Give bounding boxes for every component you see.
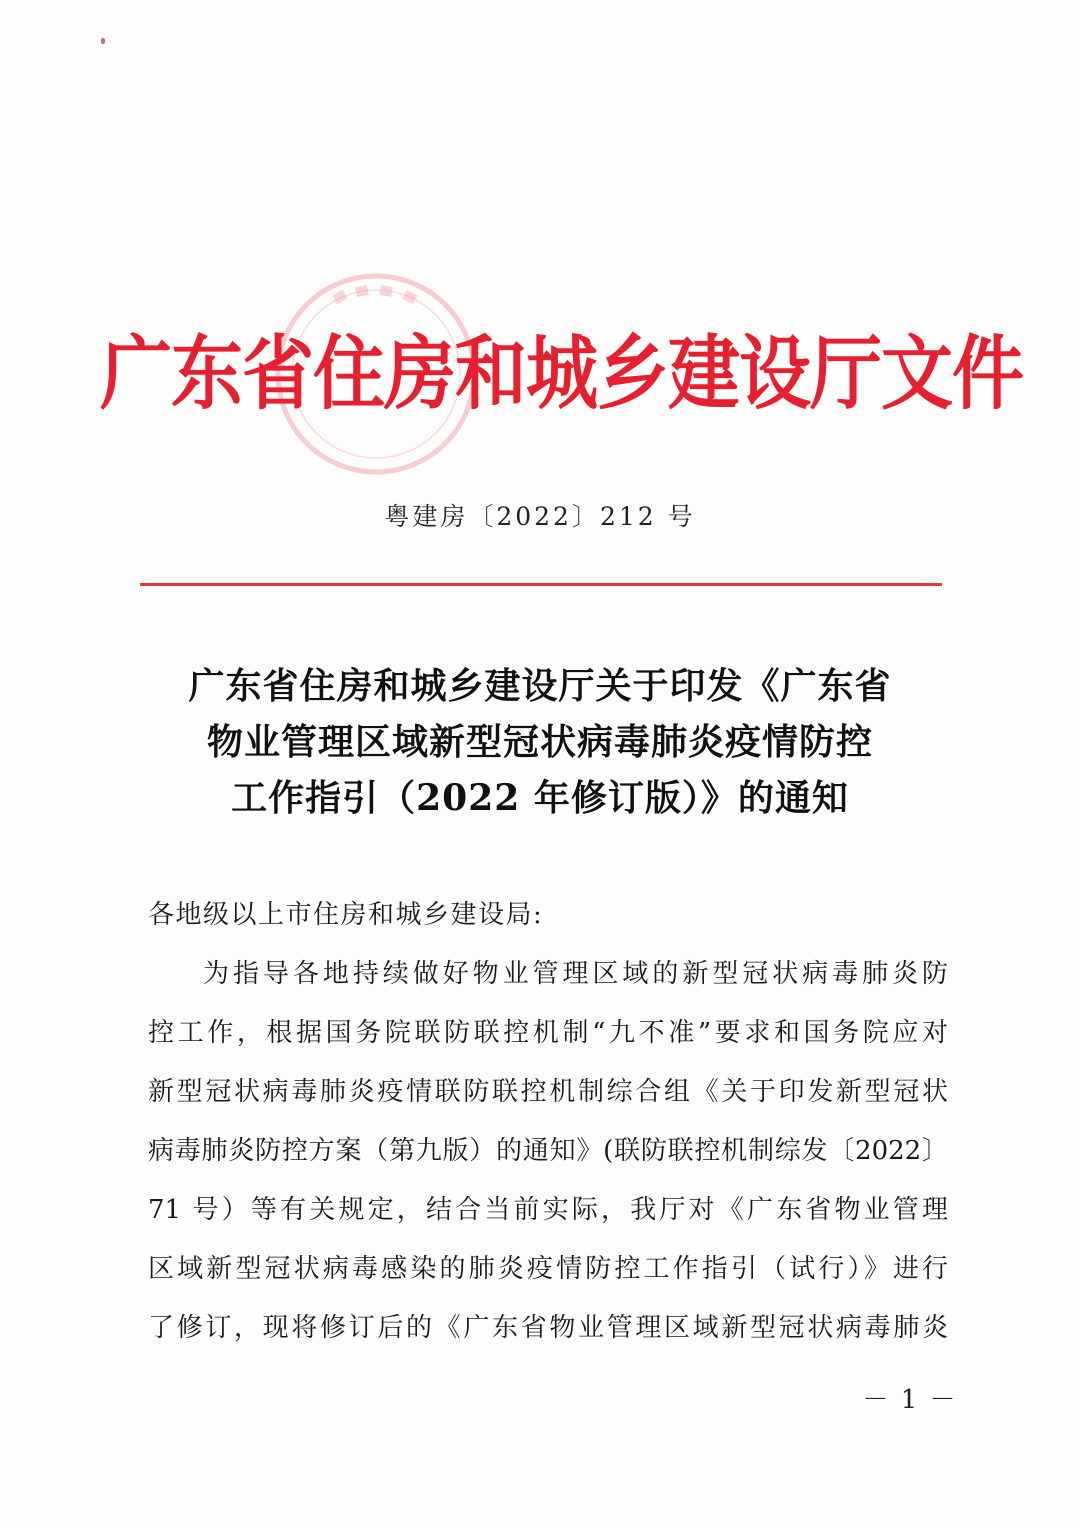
- body-line: 控工作，根据国务院联防联控机制“九不准”要求和国务院应对: [148, 1018, 948, 1048]
- red-divider-line: [140, 583, 942, 586]
- notice-title-line: 广东省住房和城乡建设厅关于印发《广东省: [188, 665, 892, 707]
- notice-title-line: 物业管理区域新型冠状病毒肺炎疫情防控: [206, 721, 873, 763]
- body-line: 新型冠状病毒肺炎疫情联防联控机制综合组《关于印发新型冠状: [148, 1077, 948, 1107]
- body-line: 了修订，现将修订后的《广东省物业管理区域新型冠状病毒肺炎: [148, 1313, 948, 1343]
- ink-speck: [101, 38, 105, 44]
- body-line: 病毒肺炎防控方案（第九版）的通知》(联防联控机制综发〔2022〕: [148, 1136, 948, 1166]
- body-line: 区域新型冠状病毒感染的肺炎疫情防控工作指引（试行）》进行: [148, 1254, 948, 1284]
- body-line: 71 号）等有关规定，结合当前实际，我厅对《广东省物业管理: [148, 1195, 948, 1225]
- salutation: 各地级以上市住房和城乡建设局:: [148, 900, 544, 930]
- notice-title-line: 工作指引（2022 年修订版）》的通知: [231, 777, 849, 819]
- notice-title: [120, 658, 960, 826]
- page-number: － 1 －: [862, 1385, 958, 1415]
- body-line: 为指导各地持续做好物业管理区域的新型冠状病毒肺炎防: [203, 959, 948, 989]
- document-header-title: 广东省住房和城乡建设厅文件: [100, 326, 1024, 421]
- body-paragraph: [148, 952, 948, 1365]
- document-number: 粤建房〔2022〕212 号: [384, 502, 696, 531]
